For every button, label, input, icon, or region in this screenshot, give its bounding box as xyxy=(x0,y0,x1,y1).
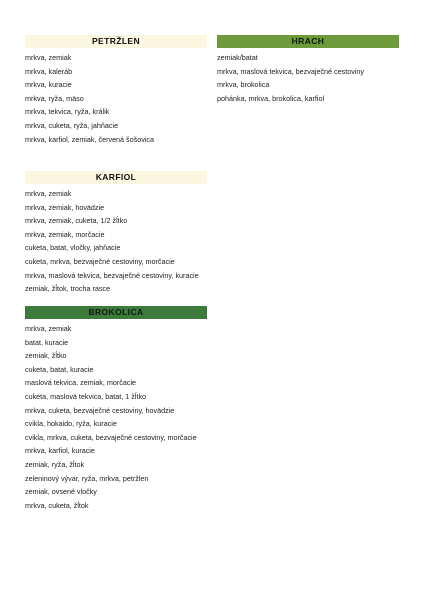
list-item: mrkva, zemiak, cuketa, 1/2 žĺtko xyxy=(25,216,128,226)
list-item: cvikla, mrkva, cuketa, bezvaječné cestoviny, morčacie xyxy=(25,432,197,442)
section-petrzlen xyxy=(25,35,207,146)
section-title-brokolica: BROKOLICA xyxy=(25,306,207,319)
section-title-petrzlen: PETRŽLEN xyxy=(25,35,207,48)
list-item: maslová tekvica, zemiak, morčacie xyxy=(25,378,137,388)
list-item: cuketa, mrkva, bezvaječné cestoviny, morčacie xyxy=(25,256,175,266)
list-item: mrkva, maslová tekvica, bezvaječné cestoviny, kuracie xyxy=(25,270,199,280)
list-item: mrkva, zemiak xyxy=(25,189,72,198)
list-item: zemiak, ryža, žĺtok xyxy=(25,459,85,469)
list-item: mrkva, maslová tekvica, bezvaječné cestoviny xyxy=(217,66,365,76)
section-brokolica xyxy=(25,306,207,512)
list-item: mrkva, kaleráb xyxy=(25,66,73,76)
list-item: mrkva, zemiak, hovädzie xyxy=(25,202,105,212)
list-item: mrkva, cuketa, bezvaječné cestoviny, hovädzie xyxy=(25,405,175,415)
list-item: mrkva, brokolica xyxy=(217,80,270,90)
list-item: mrkva, kuracie xyxy=(25,80,72,90)
section-hrach xyxy=(217,35,399,105)
list-item: mrkva, ryža, mäso xyxy=(25,93,84,103)
list-item: mrkva, zemiak xyxy=(25,53,72,62)
section-karfiol xyxy=(25,171,207,296)
item-list-petrzlen xyxy=(25,51,207,146)
list-item: zemiak, žĺtok, trocha rasce xyxy=(25,284,111,294)
list-item: cuketa, batat, kuracie xyxy=(25,364,94,374)
list-item: zemiak, žĺtko xyxy=(25,351,67,361)
item-list-karfiol xyxy=(25,187,207,296)
list-item: cvikla, hokaido, ryža, kuracie xyxy=(25,419,117,429)
item-list-brokolica xyxy=(25,322,207,512)
list-item: mrkva, karfiol, zemiak, červená šošovica xyxy=(25,134,155,144)
list-item: mrkva, tekvica, ryža, králik xyxy=(25,107,110,117)
list-item: batat, kuracie xyxy=(25,337,69,347)
list-item: pohánka, mrkva, brokolica, karfiol xyxy=(217,93,325,103)
list-item: zemiak/batat xyxy=(217,53,258,62)
list-item: cuketa, maslová tekvica, batat, 1 žĺtko xyxy=(25,391,147,401)
list-item: zemiak, ovsené vločky xyxy=(25,487,97,497)
list-item: mrkva, zemiak xyxy=(25,324,72,333)
section-title-karfiol: KARFIOL xyxy=(25,171,207,184)
list-item: mrkva, zemiak, morčacie xyxy=(25,229,105,239)
list-item: zeleninový vývar, ryža, mrkva, petržlen xyxy=(25,473,149,483)
list-item: mrkva, cuketa, žĺtok xyxy=(25,500,89,510)
item-list-hrach xyxy=(217,51,399,105)
section-title-hrach: HRACH xyxy=(217,35,399,48)
list-item: cuketa, batat, vločky, jahňacie xyxy=(25,243,121,253)
list-item: mrkva, karfiol, kuracie xyxy=(25,446,95,456)
list-item: mrkva, cuketa, ryža, jahňacie xyxy=(25,120,119,130)
